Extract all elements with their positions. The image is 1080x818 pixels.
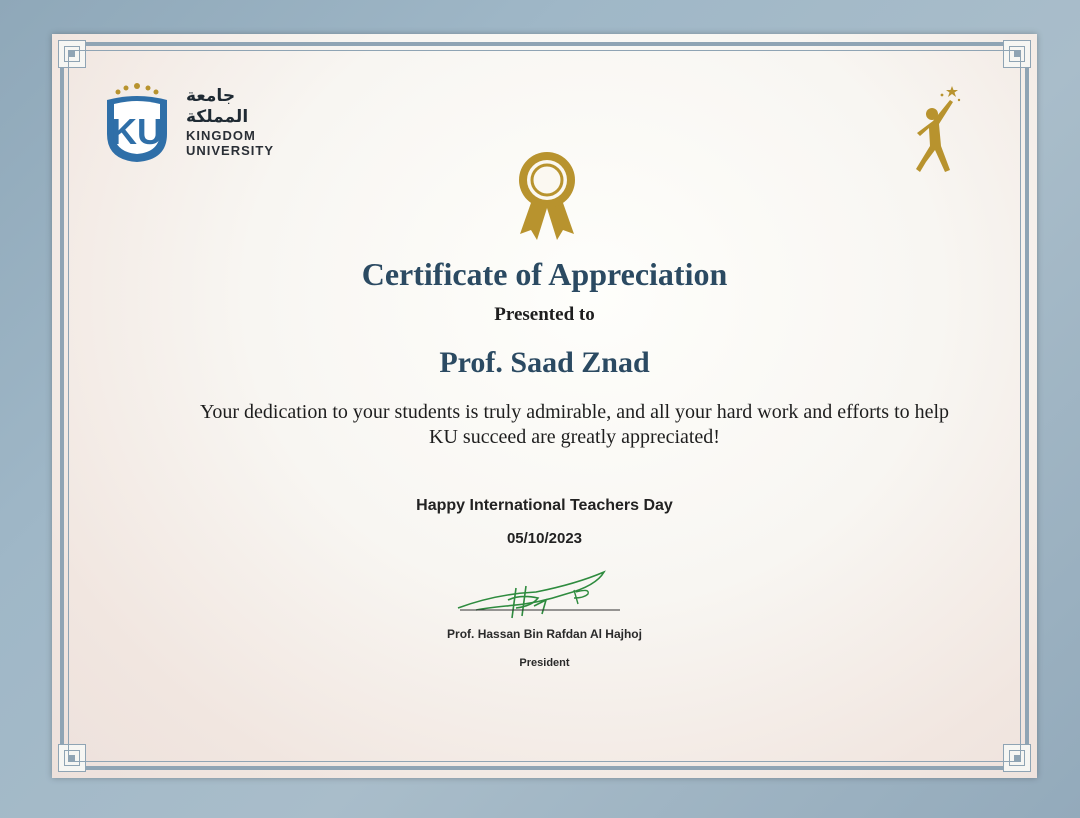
signatory-role: President: [519, 657, 570, 669]
presented-to-label: Presented to: [494, 304, 595, 325]
certificate-date: 05/10/2023: [506, 530, 583, 547]
university-name-en-line2: UNIVERSITY: [186, 143, 275, 158]
university-name: [186, 86, 274, 158]
logo-letters: KU: [111, 111, 163, 152]
message-line-2: KU succeed are greatly appreciated!: [429, 426, 720, 448]
award-ribbon-icon: [514, 150, 580, 242]
message-line-1: Your dedication to your students is truly admirable, and all your hard work and efforts to help: [199, 401, 950, 423]
university-name-ar-line2: المملكة: [186, 107, 249, 127]
occasion-text: Happy International Teachers Day: [416, 497, 673, 514]
certificate-paper: [52, 34, 1037, 778]
signatory-name: Prof. Hassan Bin Rafdan Al Hajhoj: [447, 627, 642, 641]
university-logo: [104, 82, 274, 172]
recipient-name: Prof. Saad Znad: [439, 346, 650, 379]
university-name-en-line1: KINGDOM: [186, 128, 256, 143]
signature-mark: [456, 564, 626, 624]
certificate-title: Certificate of Appreciation: [361, 256, 728, 292]
appreciation-message: [152, 400, 997, 450]
ku-logo-icon: [104, 82, 170, 166]
runner-star-icon: [912, 84, 962, 179]
university-name-ar-line1: جامعة: [186, 86, 236, 106]
